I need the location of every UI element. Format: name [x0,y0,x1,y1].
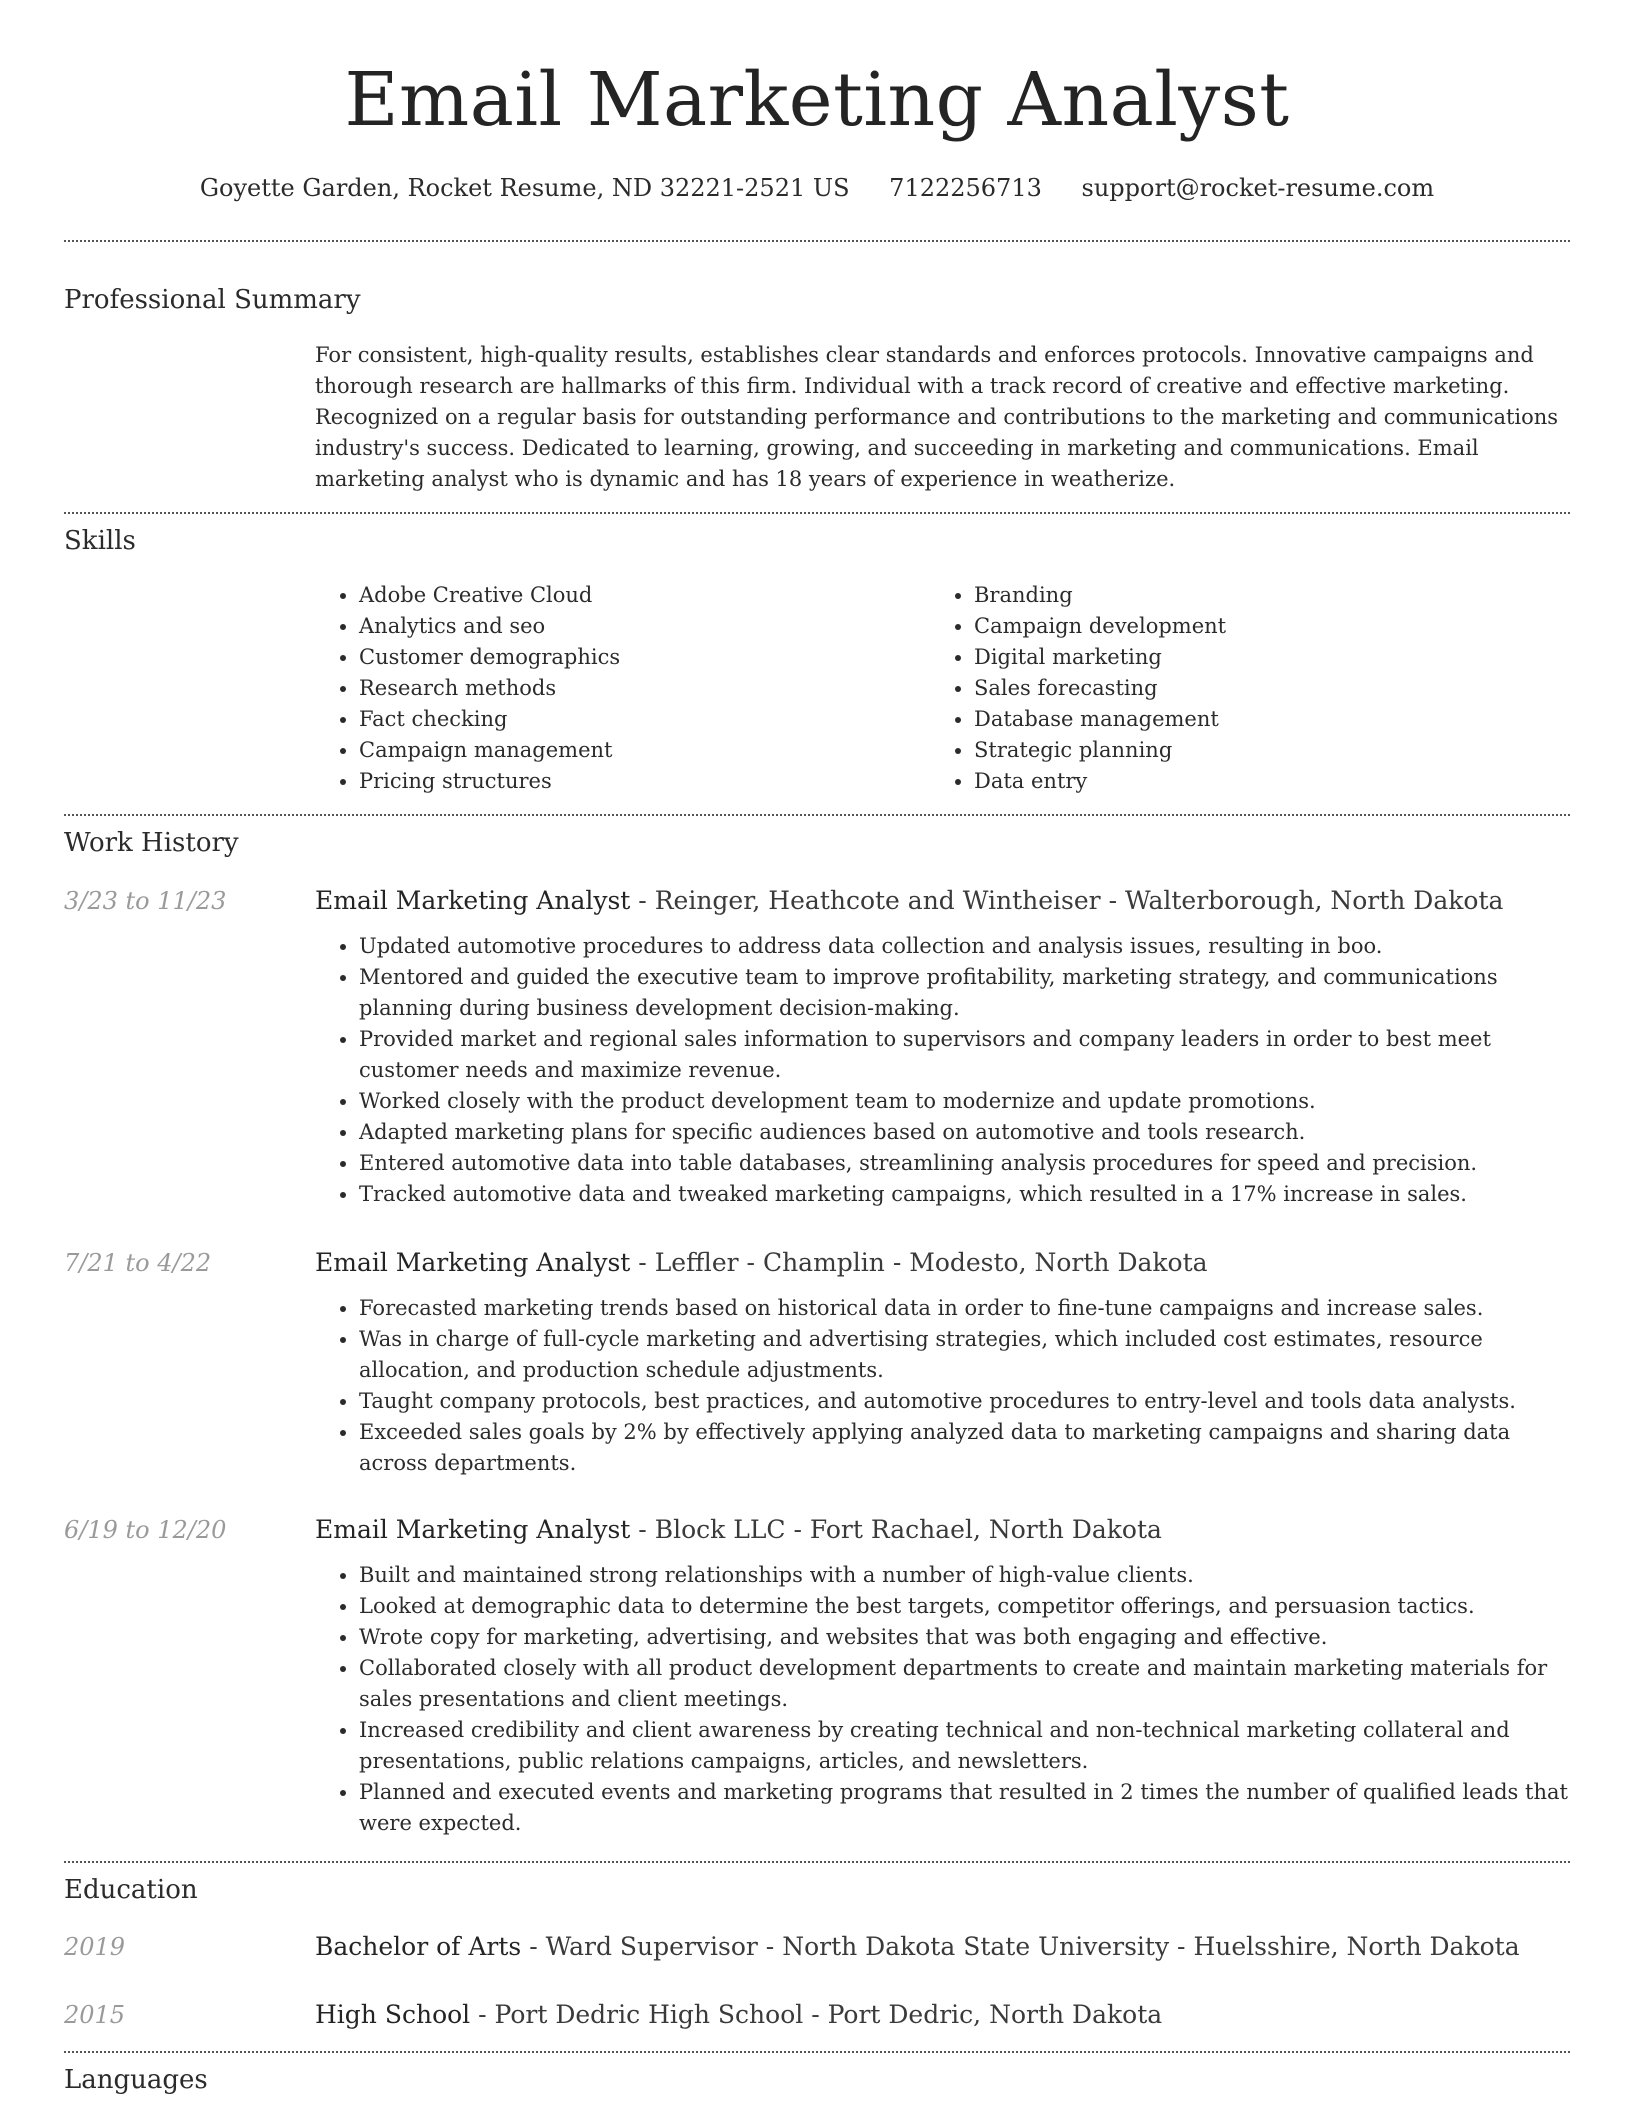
duty-item: • Collaborated closely with all product development departments to create and maintain marketing materials for sales presentations and client meetings. [359,1653,1570,1715]
duty-item: • Tracked automotive data and tweaked marketing campaigns, which resulted in a 17% increase in sales. [359,1179,1570,1210]
skill-item: • Pricing structures [359,766,915,797]
contact-line [64,170,1570,206]
job-role: Email Marketing Analyst [315,1515,631,1544]
duty-item: • Looked at demographic data to determine the best targets, competitor offerings, and persuasion tactics. [359,1591,1570,1622]
job-dates: 6/19 to 12/20 [64,1516,227,1544]
education-year: 2019 [64,1933,126,1961]
skill-item: • Analytics and seo [359,611,915,642]
contact-email[interactable]: support@rocket-resume.com [1081,174,1435,202]
section-heading-languages: Languages [64,2065,208,2095]
education-degree: High School [315,2000,471,2029]
skill-item: • Campaign management [359,735,915,766]
job-dates: 7/21 to 4/22 [64,1249,212,1277]
skill-item: • Adobe Creative Cloud [359,580,915,611]
education-school: - Port Dedric High School - Port Dedric, North Dakota [470,2000,1163,2029]
skill-item: • Customer demographics [359,642,915,673]
skill-item: • Digital marketing [974,642,1550,673]
skill-item: • Database management [974,704,1550,735]
job-dates: 3/23 to 11/23 [64,887,227,915]
duty-item: • Taught company protocols, best practices, and automotive procedures to entry-level and tools data analysts. [359,1386,1570,1417]
duty-item: • Provided market and regional sales information to supervisors and company leaders in order to best meet customer needs and maximize revenue. [359,1024,1570,1086]
duty-item: • Adapted marketing plans for specific audiences based on automotive and tools research. [359,1117,1570,1148]
divider [64,240,1570,242]
duty-item: • Was in charge of full-cycle marketing and advertising strategies, which included cost estimates, resource allocation, and production schedule adjustments. [359,1324,1570,1386]
job-role: Email Marketing Analyst [315,1248,631,1277]
resume-title: Email Marketing Analyst [344,57,1290,143]
duty-item: • Built and maintained strong relationships with a number of high-value clients. [359,1560,1570,1591]
education-heading [315,1929,1570,1965]
section-heading-summary: Professional Summary [64,285,361,315]
skill-item: • Strategic planning [974,735,1550,766]
job-duties [315,931,1570,1210]
duty-item: • Worked closely with the product development team to modernize and update promotions. [359,1086,1570,1117]
education-heading [315,1997,1570,2033]
job-heading [315,1512,1570,1548]
skills-column-right [930,580,1550,797]
job-role: Email Marketing Analyst [315,886,631,915]
section-heading-work: Work History [64,828,239,858]
divider [64,814,1570,816]
duty-item: • Entered automotive data into table databases, streamlining analysis procedures for speed and precision. [359,1148,1570,1179]
duty-item: • Updated automotive procedures to address data collection and analysis issues, resulting in boo. [359,931,1570,962]
skill-item: • Branding [974,580,1550,611]
duty-item: • Increased credibility and client awareness by creating technical and non-technical marketing collateral and presentations, public relations campaigns, articles, and newsletters. [359,1715,1570,1777]
divider [64,1861,1570,1863]
section-heading-skills: Skills [64,526,136,556]
duty-item: • Planned and executed events and marketing programs that resulted in 2 times the number of qualified leads that were expected. [359,1777,1570,1839]
duty-item: • Exceeded sales goals by 2% by effectively applying analyzed data to marketing campaigns and sharing data across departments. [359,1417,1570,1479]
skill-item: • Sales forecasting [974,673,1550,704]
education-school: - Ward Supervisor - North Dakota State University - Huelsshire, North Dakota [521,1932,1520,1961]
duty-item: • Forecasted marketing trends based on historical data in order to fine-tune campaigns and increase sales. [359,1293,1570,1324]
job-heading [315,883,1570,919]
job-company: - Block LLC - Fort Rachael, North Dakota [630,1515,1162,1544]
summary-text: For consistent, high-quality results, establishes clear standards and enforces protocols. Innovative campaigns and thorough research are hallmarks of this firm. Individual with a track record of creative and effective marketing. Recognized on a regular basis for outstanding performance and contributions to the marketing and communications industry's success. Dedicated to learning, growing, and succeeding in marketing and communications. Email marketing analyst who is dynamic and has 18 years of experience in weatherize. [315,343,1559,491]
education-year: 2015 [64,2001,126,2029]
job-heading [315,1245,1570,1281]
skill-item: • Campaign development [974,611,1550,642]
duty-item: • Wrote copy for marketing, advertising, and websites that was both engaging and effective. [359,1622,1570,1653]
job-duties [315,1560,1570,1839]
job-company: - Reinger, Heathcote and Wintheiser - Walterborough, North Dakota [630,886,1504,915]
divider [64,512,1570,514]
job-duties [315,1293,1570,1479]
skill-item: • Fact checking [359,704,915,735]
duty-item: • Mentored and guided the executive team to improve profitability, marketing strategy, and communications planning during business development decision-making. [359,962,1570,1024]
skill-item: • Research methods [359,673,915,704]
skill-item: • Data entry [974,766,1550,797]
contact-phone: 7122256713 [889,174,1042,202]
job-company: - Leffler - Champlin - Modesto, North Dakota [630,1248,1208,1277]
divider [64,2051,1570,2053]
skills-column-left [315,580,915,797]
education-degree: Bachelor of Arts [315,1932,522,1961]
contact-address: Goyette Garden, Rocket Resume, ND 32221-2521 US [199,174,850,202]
section-heading-education: Education [64,1875,198,1905]
